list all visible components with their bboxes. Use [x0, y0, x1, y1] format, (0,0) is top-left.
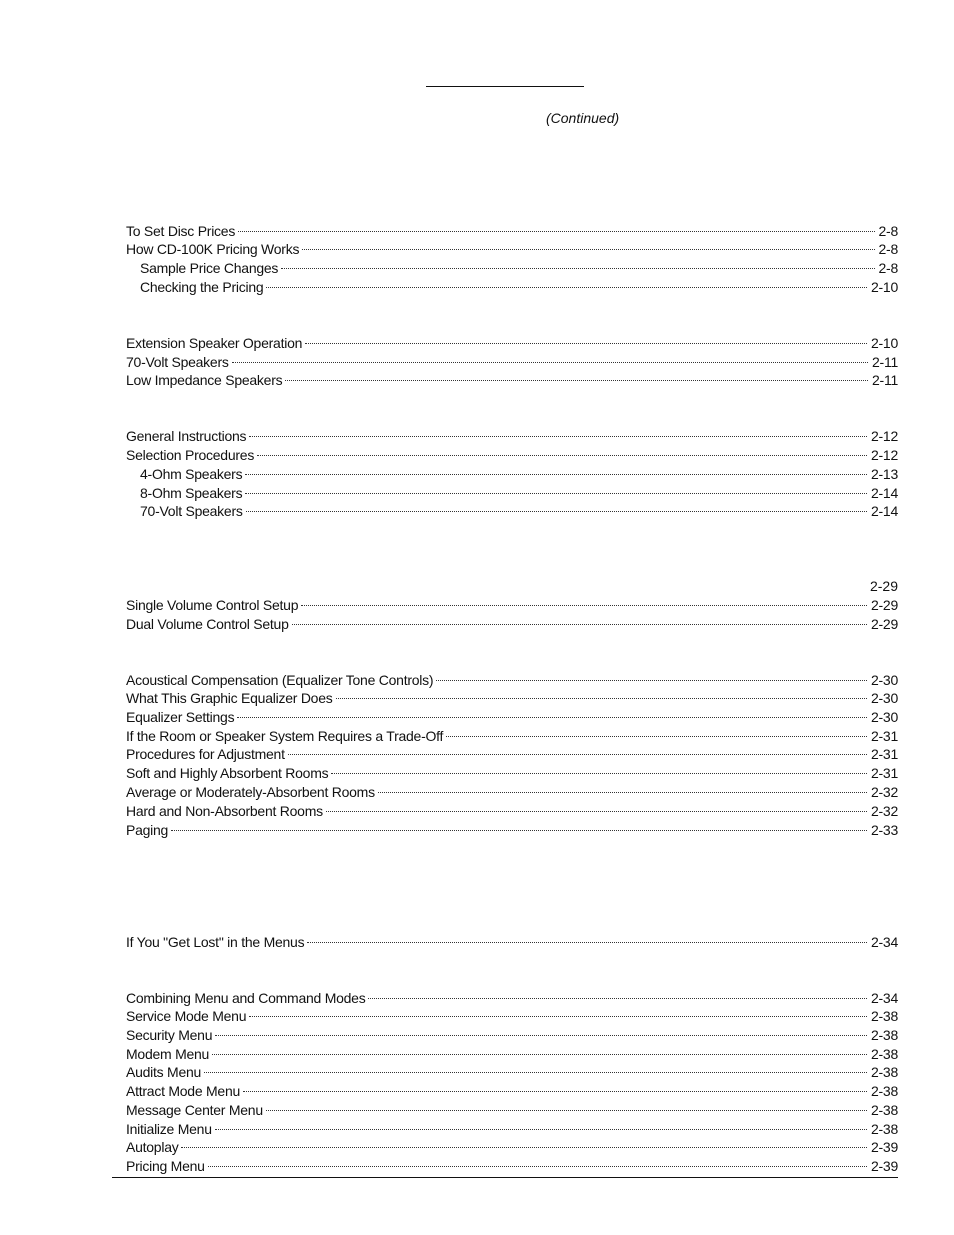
toc-entry-page: 2-31 — [870, 746, 898, 762]
toc-entry-page: 2-12 — [870, 428, 898, 444]
toc-entry-page: 2-32 — [870, 803, 898, 819]
toc-entry-page: 2-10 — [870, 335, 898, 351]
toc-entry-label: 70-Volt Speakers — [140, 503, 243, 519]
toc-entry[interactable] — [126, 727, 898, 746]
toc-entry[interactable] — [126, 989, 898, 1008]
toc-entry-label: Paging — [126, 822, 169, 838]
toc-entry-label: Message Center Menu — [126, 1102, 263, 1118]
toc-entry-page: 2-31 — [870, 728, 898, 744]
toc-entry-page: 2-8 — [878, 223, 898, 239]
toc-entry-label: Equalizer Settings — [126, 709, 235, 725]
toc-entry-label: Procedures for Adjustment — [126, 746, 285, 762]
dot-leader — [181, 1147, 866, 1148]
toc-entry[interactable] — [126, 353, 898, 372]
toc-entry[interactable] — [126, 222, 898, 241]
toc-entry-label: What This Graphic Equalizer Does — [126, 690, 333, 706]
dot-leader — [436, 680, 867, 681]
toc-subentry[interactable] — [126, 259, 898, 278]
toc-entry-page: 2-30 — [870, 690, 898, 706]
toc-entry[interactable] — [126, 596, 898, 615]
dot-leader — [243, 1091, 867, 1092]
toc-entry[interactable] — [126, 371, 898, 390]
toc-entry-label: Autoplay — [126, 1139, 179, 1155]
toc-entry-label: Hard and Non-Absorbent Rooms — [126, 803, 323, 819]
toc-entry-page: 2-30 — [870, 709, 898, 725]
continued-label: (Continued) — [546, 110, 620, 126]
dot-leader — [171, 830, 867, 831]
dot-leader — [266, 287, 867, 288]
toc-entry-page: 2-11 — [872, 354, 898, 370]
toc-entry[interactable] — [126, 783, 898, 802]
dot-leader — [305, 343, 867, 344]
toc-entry-label: Sample Price Changes — [140, 260, 279, 276]
toc-entry[interactable] — [126, 334, 898, 353]
toc-entry-page: 2-29 — [870, 597, 898, 613]
toc-entry-page: 2-32 — [870, 784, 898, 800]
dot-leader — [331, 773, 867, 774]
dot-leader — [237, 717, 867, 718]
dot-leader — [249, 436, 867, 437]
toc-entry[interactable] — [126, 1063, 898, 1082]
toc-entry[interactable] — [126, 446, 898, 465]
toc-entry-label: Single Volume Control Setup — [126, 597, 299, 613]
dot-leader — [245, 493, 867, 494]
dot-leader — [301, 605, 867, 606]
toc-subentry[interactable] — [126, 465, 898, 484]
toc-entry[interactable] — [126, 821, 898, 840]
dot-leader — [288, 754, 867, 755]
toc-subentry[interactable] — [126, 278, 898, 297]
toc-entry-label: If You "Get Lost" in the Menus — [126, 934, 305, 950]
toc-entry-label: 4-Ohm Speakers — [140, 466, 243, 482]
toc-entry-page: 2-8 — [878, 260, 898, 276]
toc-entry-label: Selection Procedures — [126, 447, 255, 463]
dot-leader — [281, 268, 874, 269]
dot-leader — [368, 998, 867, 999]
toc-entry[interactable] — [126, 1045, 898, 1064]
toc-entry[interactable] — [126, 1082, 898, 1101]
toc-entry-label: Checking the Pricing — [140, 279, 264, 295]
toc-entry[interactable] — [126, 933, 898, 952]
toc-entry-label: General Instructions — [126, 428, 247, 444]
toc-entry-page: 2-34 — [870, 990, 898, 1006]
toc-entry[interactable] — [126, 708, 898, 727]
dot-leader — [212, 1054, 867, 1055]
toc-entry-label: Modem Menu — [126, 1046, 210, 1062]
toc-entry[interactable] — [126, 802, 898, 821]
dot-leader — [336, 698, 867, 699]
toc-entry[interactable] — [126, 240, 898, 259]
toc-entry-page: 2-10 — [870, 279, 898, 295]
dot-leader — [378, 792, 867, 793]
toc-entry-page: 2-38 — [870, 1027, 898, 1043]
dot-leader — [285, 380, 868, 381]
title-rule — [426, 86, 584, 87]
toc-entry-page: 2-14 — [870, 485, 898, 501]
toc-entry-page: 2-38 — [870, 1083, 898, 1099]
toc-entry-page: 2-12 — [870, 447, 898, 463]
dot-leader — [249, 1016, 867, 1017]
dot-leader — [232, 362, 868, 363]
toc-entry-page: 2-38 — [870, 1121, 898, 1137]
toc-entry-page: 2-38 — [870, 1064, 898, 1080]
toc-entry-label: Service Mode Menu — [126, 1008, 247, 1024]
dot-leader — [307, 942, 867, 943]
dot-leader — [215, 1129, 867, 1130]
toc-entry-label: Average or Moderately-Absorbent Rooms — [126, 784, 375, 800]
toc-subentry[interactable] — [126, 484, 898, 503]
dot-leader — [215, 1035, 867, 1036]
dot-leader — [208, 1166, 867, 1167]
toc-entry-label: Pricing Menu — [126, 1158, 205, 1174]
toc-entry-label: 8-Ohm Speakers — [140, 485, 243, 501]
toc-entry[interactable] — [126, 427, 898, 446]
dot-leader — [238, 231, 874, 232]
toc-entry[interactable] — [126, 671, 898, 690]
dot-leader — [446, 736, 867, 737]
toc-entry-page: 2-13 — [870, 466, 898, 482]
toc-entry-label: To Set Disc Prices — [126, 223, 236, 239]
toc-entry-page: 2-34 — [870, 934, 898, 950]
dot-leader — [266, 1110, 867, 1111]
dot-leader — [326, 811, 867, 812]
toc-subentry[interactable] — [126, 502, 898, 521]
toc-entry-page: 2-8 — [878, 241, 898, 257]
toc-entry-page: 2-33 — [870, 822, 898, 838]
toc-entry-page: 2-14 — [870, 503, 898, 519]
toc-entry[interactable] — [126, 1157, 898, 1176]
dot-leader — [204, 1072, 867, 1073]
toc-entry[interactable] — [126, 615, 898, 634]
toc-entry-label: Dual Volume Control Setup — [126, 616, 289, 632]
toc-entry-page: 2-31 — [870, 765, 898, 781]
toc-entry[interactable] — [126, 764, 898, 783]
toc-entry-label: If the Room or Speaker System Requires a Trade-Off — [126, 728, 444, 744]
toc-entry[interactable] — [126, 1120, 898, 1139]
toc-entry-page: 2-29 — [870, 616, 898, 632]
toc-entry-page: 2-38 — [870, 1102, 898, 1118]
toc-entry-page: 2-30 — [870, 672, 898, 688]
toc-entry-label: Soft and Highly Absorbent Rooms — [126, 765, 329, 781]
toc-entry-page: 2-39 — [870, 1139, 898, 1155]
toc-entry-label: Acoustical Compensation (Equalizer Tone Controls) — [126, 672, 434, 688]
toc-entry-page: 2-38 — [870, 1008, 898, 1024]
toc-entry[interactable] — [126, 1007, 898, 1026]
dot-leader — [257, 455, 867, 456]
toc-entry-label: Initialize Menu — [126, 1121, 212, 1137]
toc-entry[interactable] — [126, 745, 898, 764]
toc-entry-label: How CD-100K Pricing Works — [126, 241, 300, 257]
toc-entry[interactable] — [126, 1101, 898, 1120]
dot-leader — [302, 249, 874, 250]
toc-entry-label: Security Menu — [126, 1027, 213, 1043]
toc-entry-label: 70-Volt Speakers — [126, 354, 229, 370]
toc-entry[interactable] — [126, 689, 898, 708]
toc-entry-label: Audits Menu — [126, 1064, 202, 1080]
toc-entry-page: 2-11 — [872, 372, 898, 388]
toc-entry[interactable] — [126, 1026, 898, 1045]
toc-entry-label: Combining Menu and Command Modes — [126, 990, 366, 1006]
dot-leader — [246, 511, 867, 512]
toc-entry-page: 2-38 — [870, 1046, 898, 1062]
dot-leader — [245, 474, 867, 475]
toc-entry-page: 2-39 — [870, 1158, 898, 1174]
toc-entry[interactable] — [126, 1138, 898, 1157]
dot-leader — [292, 624, 867, 625]
bottom-rule — [112, 1177, 898, 1178]
toc-entry-label: Extension Speaker Operation — [126, 335, 303, 351]
toc-entry-label: Low Impedance Speakers — [126, 372, 283, 388]
toc-entry-label: Attract Mode Menu — [126, 1083, 241, 1099]
section-page-number: 2-29 — [869, 578, 898, 594]
